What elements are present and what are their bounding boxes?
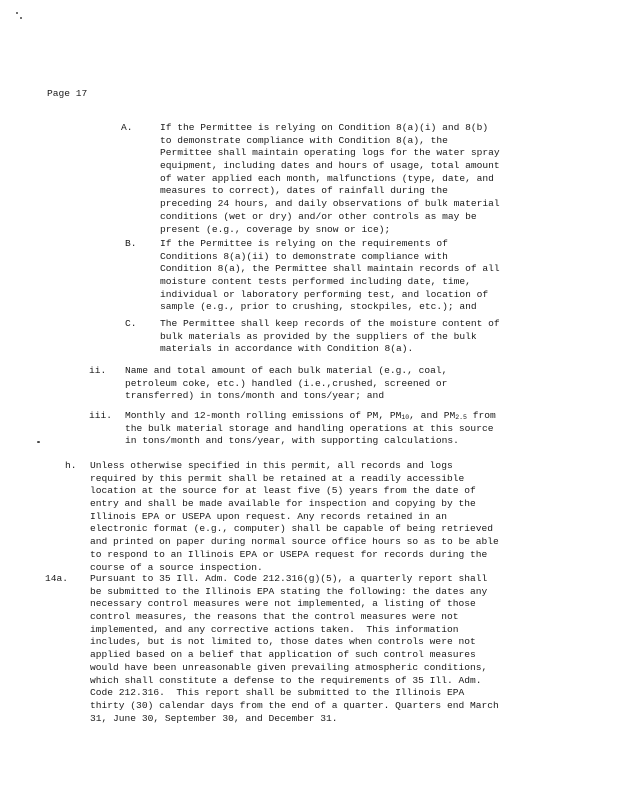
text-line: present (e.g., coverage by snow or ice); — [160, 223, 391, 235]
item-label-c: C. — [125, 318, 137, 329]
text-line: moisture content tests performed including date, time, — [160, 276, 471, 288]
subscript: 2.5 — [455, 414, 467, 421]
text-line: and printed on paper during normal source office hours so as to be able — [90, 536, 499, 548]
item-label-iii: iii. — [89, 410, 113, 421]
text-line: bulk materials as provided by the suppliers of the bulk — [160, 330, 477, 342]
text-line: Illinois EPA or USEPA upon request. Any records retained in an — [90, 510, 447, 522]
text-line: which shall constitute a defense to the requirements of 35 Ill. Adm. — [90, 674, 482, 686]
item-label-ii: ii. — [89, 365, 107, 376]
text-line: preceding 24 hours, and daily observations of bulk material — [160, 198, 500, 210]
text-line: be submitted to the Illinois EPA stating the following: the dates any — [90, 585, 488, 597]
text-line: Conditions 8(a)(ii) to demonstrate compliance with — [160, 250, 448, 262]
text-line: petroleum coke, etc.) handled (i.e.,crushed, screened or — [125, 377, 448, 389]
text-line: Pursuant to 35 Ill. Adm. Code 212.316(g)(5), a quarterly report shall — [90, 573, 488, 584]
scan-speck — [37, 441, 40, 443]
text-line: thirty (30) calendar days from the end of a quarter. Quarters end March — [90, 699, 499, 711]
text-fragment: Monthly and 12-month rolling emissions of PM, PM — [125, 410, 402, 421]
item-label-h: h. — [65, 460, 77, 471]
scan-speck — [16, 12, 18, 14]
text-line: Condition 8(a), the Permittee shall maintain records of all — [160, 263, 500, 275]
text-line: in tons/month and tons/year, with supporting calculations. — [125, 435, 459, 447]
text-line: equipment, including dates and hours of usage, total amount — [160, 160, 500, 172]
item-label-a: A. — [121, 122, 133, 133]
text-line: would have been unreasonable given prevailing atmospheric conditions, — [90, 661, 488, 673]
text-line: Permittee shall maintain operating logs for the water spray — [160, 147, 500, 159]
text-line: transferred) in tons/month and tons/year; and — [125, 390, 385, 402]
text-line: Code 212.316. This report shall be submitted to the Illinois EPA — [90, 687, 465, 699]
item-a-text — [160, 122, 500, 236]
text-line: includes, but is not limited to, those dates when controls were not — [90, 636, 476, 648]
text-line: required by this permit shall be retained at a readily accessible — [90, 472, 465, 484]
page-label: Page 17 — [47, 88, 88, 99]
item-label-b: B. — [125, 238, 137, 249]
text-line: electronic format (e.g., computer) shall be capable of being retrieved — [90, 523, 494, 535]
item-ii-text — [125, 365, 447, 403]
item-iii-text — [125, 410, 496, 448]
text-fragment: from — [466, 410, 496, 421]
text-line: to demonstrate compliance with Condition 8(a), the — [160, 134, 448, 146]
text-line: If the Permittee is relying on the requirements of — [160, 238, 448, 249]
text-line: conditions (wet or dry) and/or other controls as may be — [160, 210, 477, 222]
text-line: 31, June 30, September 30, and December 31. — [90, 712, 338, 724]
text-line-with-subscripts — [125, 410, 496, 423]
item-b-text — [160, 238, 500, 314]
scan-speck — [20, 17, 22, 19]
text-line: applied based on a belief that application of such control measures — [90, 649, 476, 661]
text-line: entry and shall be made available for inspection and copying by the — [90, 498, 476, 510]
text-line: Name and total amount of each bulk material (e.g., coal, — [125, 365, 448, 376]
text-line: implemented, and any corrective actions taken. This information — [90, 623, 459, 635]
item-14a-text — [90, 573, 499, 725]
text-line: The Permittee shall keep records of the moisture content of — [160, 318, 500, 329]
item-c-text — [160, 318, 500, 356]
text-line: location at the source for at least five (5) years from the date of — [90, 485, 476, 497]
item-label-14a: 14a. — [45, 573, 69, 584]
text-fragment: , and PM — [409, 410, 456, 421]
text-line: individual or laboratory performing test, and location of — [160, 288, 489, 300]
item-h-text — [90, 460, 499, 574]
text-line: course of a source inspection. — [90, 561, 263, 573]
text-line: sample (e.g., prior to crushing, stockpiles, etc.); and — [160, 301, 477, 313]
text-line: necessary control measures were not implemented, a listing of those — [90, 598, 476, 610]
text-line: the bulk material storage and handling operations at this source — [125, 422, 494, 434]
text-line: If the Permittee is relying on Condition 8(a)(i) and 8(b) — [160, 122, 489, 133]
text-line: materials in accordance with Condition 8(a). — [160, 343, 414, 355]
text-line: control measures, the reasons that the control measures were not — [90, 611, 459, 623]
text-line: of water applied each month, malfunctions (type, date, and — [160, 172, 494, 184]
text-line: to respond to an Illinois EPA or USEPA request for records during the — [90, 548, 488, 560]
subscript: 10 — [401, 414, 410, 421]
text-line: Unless otherwise specified in this permit, all records and logs — [90, 460, 453, 471]
text-line: measures to correct), dates of rainfall during the — [160, 185, 448, 197]
